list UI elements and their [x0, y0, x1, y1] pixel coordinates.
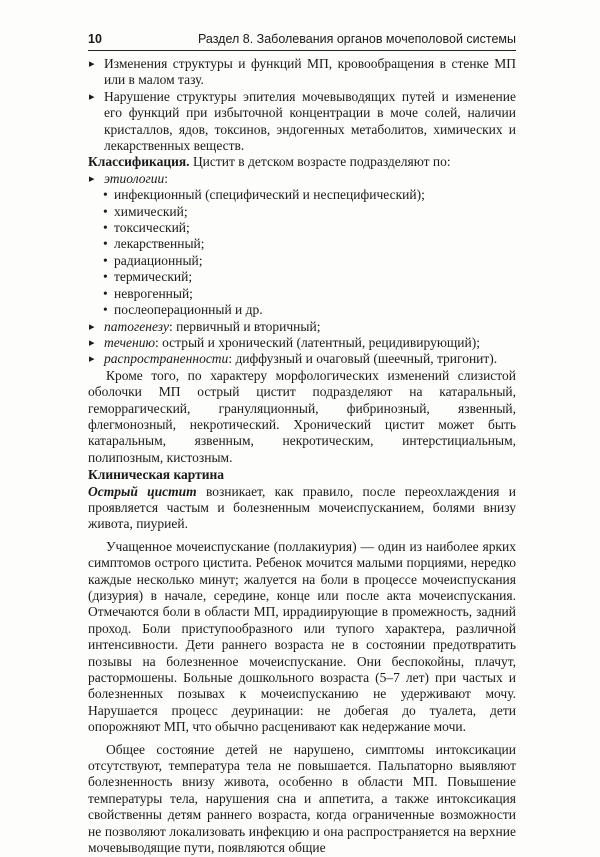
- classification-label: Классификация.: [88, 154, 190, 170]
- running-head: Раздел 8. Заболевания органов мочеполовой системы: [197, 32, 516, 46]
- etiology-item: • радиационный;: [88, 253, 516, 269]
- general-state-paragraph: Общее состояние детей не нарушено, симптомы интоксикации отсутствуют, температура тела не повышается. Пальпаторно выявляют болезненность внизу живота, особенно в области МП. Повышение температуры тела, нарушения сна и аппетита, а также интоксикация свойственны детям раннего возраста, когда ограниченные возможности не позволяют локализовать инфекцию и она распространяется на верхние мочевыводящие пути, появляются общие: [88, 741, 516, 856]
- etiology-item: • термический;: [88, 269, 516, 285]
- acute-cystitis-term: Острый цистит: [88, 483, 197, 499]
- etiology-item: • токсический;: [88, 220, 516, 236]
- pathogenesis-label: патогенезу: [104, 318, 169, 334]
- page-number: 10: [88, 32, 102, 46]
- clinical-heading: Клиническая картина: [88, 467, 225, 483]
- page-header: [88, 30, 516, 50]
- etiology-bullet: ▸ этиологии:: [88, 171, 516, 187]
- etiology-item: • химический;: [88, 204, 516, 220]
- spread-label: распространенности: [104, 351, 229, 367]
- course-label: течению: [104, 334, 155, 350]
- morphology-paragraph: Кроме того, по характеру морфологических изменений слизистой оболочки МП острый цистит подразделяют на катаральный, геморрагический, грануляционный, фибринозный, язвенный, флегмонозный, некротический. Хронический цистит может быть катаральным, язвенным, некротическим, интерстициальным, полипозным, кистозным.: [88, 367, 516, 465]
- spread-bullet: ▸ распространенности: диффузный и очаговый (шеечный, тригонит).: [88, 351, 516, 367]
- classification-text: Цистит в детском возрасте подразделяют по:: [189, 154, 451, 170]
- course-bullet: ▸ течению: острый и хронический (латентный, рецидивирующий);: [88, 335, 516, 351]
- pollakiuria-paragraph: Учащенное мочеиспускание (поллакиурия) — один из наиболее ярких симптомов острого цистита. Ребенок мочится малыми порциями, нередко каждые несколько минут; жалуется на боли в процессе мочеиспускания (дизурия) в начале, середине, конце или после акта мочеиспускания. Отмечаются боли в области МП, иррадиирующие в промежность, задний проход. Боли приступообразного или тупого характера, различной интенсивности. Дети раннего возраста не в состоянии предотвратить позывы на болезненное мочеиспускание. Они беспокойны, плачут, растормошены. Больные дошкольного возраста (5–7 лет) при частых и болезненных позывах к мочеиспусканию не удерживают мочу. Нарушается процесс деуринации: не добегая до туалета, дети опорожняют МП, что обычно расценивают как недержание мочи.: [88, 538, 516, 735]
- acute-cystitis-paragraph: Острый цистит возникает, как правило, после переохлаждения и проявляется частым и болезненным мочеиспусканием, болями внизу живота, пиурией.: [88, 483, 517, 532]
- intro-bullet-structure: ▸ Изменения структуры и функций МП, кровообращения в стенке МП или в малом тазу.: [88, 56, 516, 89]
- classification-intro: [88, 154, 516, 170]
- etiology-label: этиологии: [104, 170, 165, 186]
- etiology-item: • инфекционный (специфический и неспецифический);: [88, 187, 516, 203]
- page-body: [88, 56, 516, 857]
- etiology-item: • неврогенный;: [88, 286, 516, 302]
- intro-bullet-epithelium: ▸ Нарушение структуры эпителия мочевыводящих путей и изменение его функций при избыточной концентрации в моче солей, наличии кристаллов, ядов, токсинов, эндогенных метаболитов, химических и лекарственных веществ.: [88, 89, 516, 155]
- etiology-item: • послеоперационный и др.: [88, 302, 516, 318]
- header-rule: [88, 50, 516, 51]
- pathogenesis-bullet: ▸ патогенезу: первичный и вторичный;: [88, 319, 516, 335]
- etiology-item: • лекарственный;: [88, 236, 516, 252]
